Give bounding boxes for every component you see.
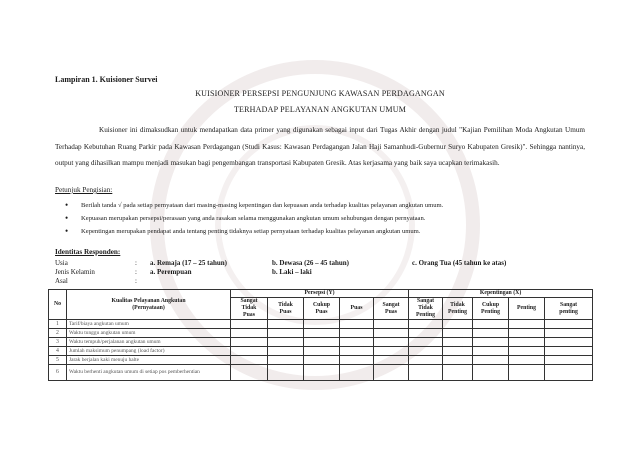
row-item: Jumlah maksimum penumpang (load factor) — [67, 347, 231, 356]
answer-cell[interactable] — [409, 338, 443, 347]
group-header-kepentingan: Kepentingan (X) — [409, 290, 593, 298]
answer-cell[interactable] — [409, 329, 443, 338]
answer-cell[interactable] — [268, 356, 304, 365]
appendix-heading: Lampiran 1. Kuisioner Survei — [55, 75, 158, 84]
table-row — [49, 356, 593, 365]
answer-cell[interactable] — [473, 356, 509, 365]
answer-cell[interactable] — [509, 365, 545, 381]
answer-cell[interactable] — [443, 365, 473, 381]
row-item: Tarif/biaya angkutan umum — [67, 320, 231, 329]
answer-cell[interactable] — [473, 329, 509, 338]
answer-cell[interactable] — [340, 320, 374, 329]
instruction-item: • Kepentingan merupakan pendapat anda tentang penting tidaknya setiap pernyataan terhadap kualitas pelayanan angkutan umum. — [55, 225, 595, 238]
instructions-label: Petunjuk Pengisian: — [55, 186, 113, 194]
table-row — [49, 338, 593, 347]
answer-cell[interactable] — [231, 338, 268, 347]
table-row — [49, 365, 593, 381]
answer-cell[interactable] — [231, 329, 268, 338]
answer-cell[interactable] — [409, 356, 443, 365]
answer-cell[interactable] — [268, 347, 304, 356]
answer-cell[interactable] — [374, 338, 409, 347]
gender-option-b: b. Laki – laki — [272, 268, 312, 276]
answer-cell[interactable] — [443, 347, 473, 356]
age-option-c: c. Orang Tua (45 tahun ke atas) — [412, 259, 507, 267]
row-item: Jarak berjalan kaki menuju halte — [67, 356, 231, 365]
instruction-item: • Kepuasan merupakan persepsi/perasaan yang anda rasakan selama menggunakan angkutan umum sehubungan dengan pernyataan. — [55, 212, 595, 225]
answer-cell[interactable] — [374, 347, 409, 356]
gender-option-a: a. Perempuan — [150, 268, 192, 276]
answer-cell[interactable] — [231, 356, 268, 365]
answer-cell[interactable] — [374, 320, 409, 329]
answer-cell[interactable] — [340, 347, 374, 356]
answer-cell[interactable] — [409, 365, 443, 381]
answer-cell[interactable] — [340, 338, 374, 347]
age-option-a: a. Remaja (17 – 25 tahun) — [150, 259, 227, 267]
intro-paragraph: Kuisioner ini dimaksudkan untuk mendapatkan data primer yang digunakan sebagai input dari Tugas Akhir dengan judul "Kajian Pemilihan Moda Angkutan Umum Terhadap Kebutuhan Ruang Parkir pada Kawasan Perdagangan (Studi Kasus: Kawasan Perdagangan Jalan Haji Samanhudi-Gubernur Suryo Kabupaten Gresik)". Sehingga nantinya, output yang dihasilkan mampu menjadi masukan bagi pengembangan transportasi Kabupaten Gresik. Atas kerjasama yang baik saya ucapkan terimakasih. — [55, 126, 585, 167]
answer-cell[interactable] — [268, 365, 304, 381]
answer-cell[interactable] — [473, 338, 509, 347]
answer-cell[interactable] — [545, 347, 593, 356]
column-header-no: No — [49, 290, 67, 320]
questionnaire-title-line1: KUISIONER PERSEPSI PENGUNJUNG KAWASAN PERDAGANGAN — [195, 89, 445, 98]
colon: : — [135, 277, 137, 285]
instructions-list — [55, 199, 595, 238]
row-item: Waktu tempuh/perjalanan angkutan umum — [67, 338, 231, 347]
answer-cell[interactable] — [304, 356, 340, 365]
item-header-line2: (Pernyataan) — [132, 304, 165, 311]
column-header-persepsi: Puas — [340, 298, 374, 320]
answer-cell[interactable] — [231, 365, 268, 381]
answer-cell[interactable] — [545, 338, 593, 347]
table-row — [49, 320, 593, 329]
answer-cell[interactable] — [304, 365, 340, 381]
answer-cell[interactable] — [509, 347, 545, 356]
answer-cell[interactable] — [374, 329, 409, 338]
identity-heading: Identitas Responden: — [55, 248, 121, 256]
answer-cell[interactable] — [509, 320, 545, 329]
age-label: Usia — [55, 259, 68, 267]
column-header-kepentingan: Penting — [509, 298, 545, 320]
answer-cell[interactable] — [231, 320, 268, 329]
answer-cell[interactable] — [268, 338, 304, 347]
column-header-kepentingan: Cukup Penting — [473, 298, 509, 320]
answer-cell[interactable] — [268, 329, 304, 338]
column-header-persepsi: Sangat Tidak Puas — [231, 298, 268, 320]
answer-cell[interactable] — [374, 365, 409, 381]
colon: : — [135, 259, 137, 267]
table-row — [49, 329, 593, 338]
answer-cell[interactable] — [304, 320, 340, 329]
answer-cell[interactable] — [340, 365, 374, 381]
item-header-line1: Kualitas Pelayanan Angkutan — [111, 297, 186, 304]
column-header-kepentingan: Sangat penting — [545, 298, 593, 320]
answer-cell[interactable] — [473, 320, 509, 329]
row-number: 1 — [49, 320, 67, 329]
answer-cell[interactable] — [443, 329, 473, 338]
answer-cell[interactable] — [304, 338, 340, 347]
answer-cell[interactable] — [509, 356, 545, 365]
row-number: 6 — [49, 365, 67, 381]
answer-cell[interactable] — [340, 356, 374, 365]
column-header-persepsi: Sangat Puas — [374, 298, 409, 320]
answer-cell[interactable] — [545, 365, 593, 381]
column-header-item — [67, 290, 231, 320]
answer-cell[interactable] — [545, 329, 593, 338]
table-row — [49, 347, 593, 356]
answer-cell[interactable] — [268, 320, 304, 329]
column-header-persepsi: Tidak Puas — [268, 298, 304, 320]
column-header-persepsi: Cukup Puas — [304, 298, 340, 320]
answer-cell[interactable] — [231, 347, 268, 356]
answer-cell[interactable] — [509, 329, 545, 338]
answer-cell[interactable] — [304, 329, 340, 338]
column-header-kepentingan: Sangat Tidak Penting — [409, 298, 443, 320]
answer-cell[interactable] — [443, 356, 473, 365]
answer-cell[interactable] — [409, 347, 443, 356]
questionnaire-table — [48, 289, 593, 381]
answer-cell[interactable] — [340, 329, 374, 338]
answer-cell[interactable] — [374, 356, 409, 365]
colon: : — [135, 268, 137, 276]
row-number: 3 — [49, 338, 67, 347]
answer-cell[interactable] — [409, 320, 443, 329]
answer-cell[interactable] — [443, 338, 473, 347]
row-number: 4 — [49, 347, 67, 356]
answer-cell[interactable] — [443, 320, 473, 329]
instruction-item: • Berilah tanda √ pada setiap pernyataan dari masing-masing kepentingan dan kepuasan anda terhadap kualitas pelayanan angkutan umum. — [55, 199, 595, 212]
answer-cell[interactable] — [473, 365, 509, 381]
answer-cell[interactable] — [545, 356, 593, 365]
questionnaire-title-line2: TERHADAP PELAYANAN ANGKUTAN UMUM — [233, 105, 407, 114]
origin-label: Asal — [55, 277, 68, 285]
row-item: Waktu berhenti angkutan umum di setiap pos pemberhentian — [67, 365, 231, 381]
answer-cell[interactable] — [545, 320, 593, 329]
column-header-kepentingan: Tidak Penting — [443, 298, 473, 320]
answer-cell[interactable] — [304, 347, 340, 356]
row-number: 2 — [49, 329, 67, 338]
answer-cell[interactable] — [509, 338, 545, 347]
group-header-persepsi: Persepsi (Y) — [231, 290, 409, 298]
gender-label: Jenis Kelamin — [55, 268, 95, 276]
row-item: Waktu tunggu angkutan umum — [67, 329, 231, 338]
age-option-b: b. Dewasa (26 – 45 tahun) — [272, 259, 350, 267]
row-number: 5 — [49, 356, 67, 365]
answer-cell[interactable] — [473, 347, 509, 356]
